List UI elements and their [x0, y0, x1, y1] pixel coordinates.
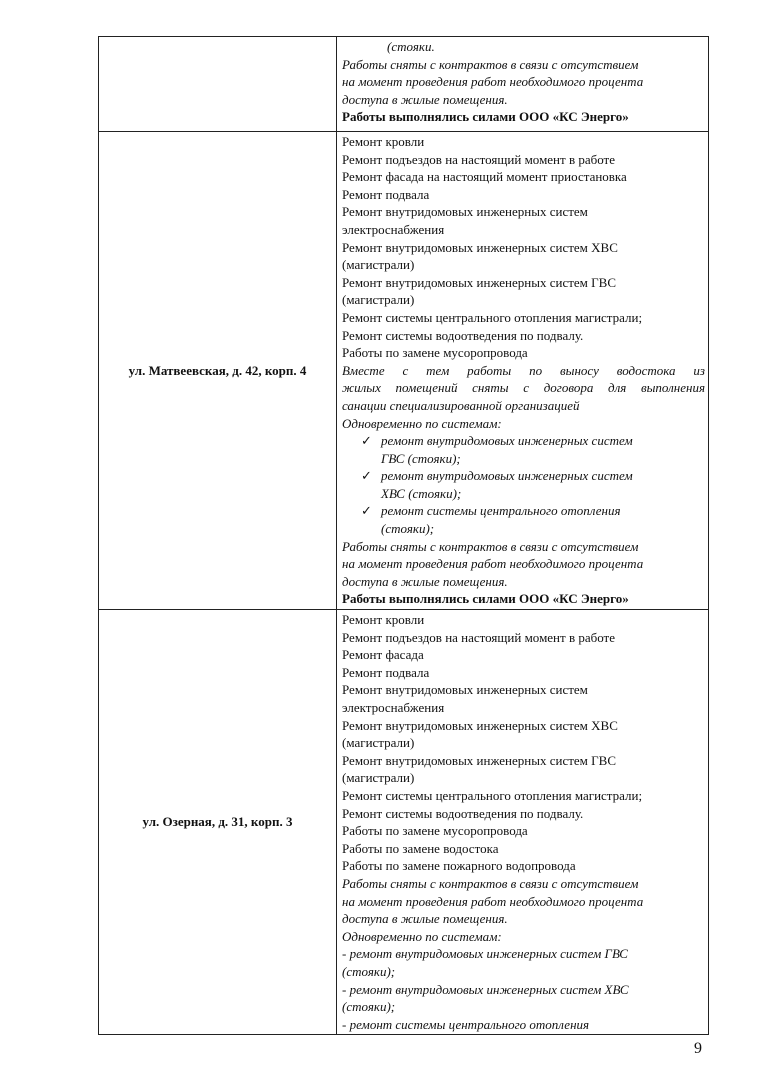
work-item: Ремонт внутридомовых инженерных систем ХВС — [342, 239, 618, 255]
address-cell: ул. Матвеевская, д. 42, корп. 4 — [99, 132, 337, 610]
check-item-text: ремонт внутридомовых инженерных систем — [381, 468, 633, 484]
work-item: Работы по замене мусоропровода — [342, 345, 528, 361]
work-item: Работы по замене водостока — [342, 840, 499, 856]
work-item: электроснабжения — [342, 700, 445, 715]
work-item: Работы по замене мусоропровода — [342, 823, 528, 839]
table-row — [99, 37, 709, 132]
removed-note-line: Работы сняты с контрактов в связи с отсутствием — [342, 875, 639, 891]
work-item: Ремонт кровли — [342, 134, 425, 149]
work-item: Ремонт системы центрального отопления магистрали; — [342, 787, 643, 803]
table-row — [99, 132, 709, 610]
work-item: Ремонт подвала — [342, 186, 430, 202]
work-item: Ремонт внутридомовых инженерных систем ГВС — [342, 274, 616, 290]
simultaneous-label: Одновременно по системам: — [342, 928, 502, 944]
work-item: Ремонт внутридомовых инженерных систем ХВС — [342, 717, 618, 733]
check-item-text: (стояки); — [381, 521, 435, 537]
contractor-line: Работы выполнялись силами ООО «КС Энерго» — [342, 591, 629, 607]
continuation-line: (стояки. — [387, 39, 435, 54]
check-icon: ✓ — [361, 468, 372, 484]
note-line: жилых помещений сняты с договора для выполнения — [342, 380, 705, 396]
work-item: Ремонт внутридомовых инженерных систем — [342, 204, 588, 220]
works-cell — [337, 37, 709, 132]
work-item: Ремонт внутридомовых инженерных систем ГВС — [342, 752, 616, 768]
page-number: 9 — [694, 1040, 702, 1057]
works-table — [98, 36, 709, 1035]
dash-item: - ремонт внутридомовых инженерных систем ХВС — [342, 981, 629, 997]
check-item-text: ХВС (стояки); — [381, 485, 462, 501]
check-item-text: ГВС (стояки); — [381, 450, 461, 466]
removed-note-line: на момент проведения работ необходимого процента — [342, 556, 644, 572]
check-icon: ✓ — [361, 503, 372, 519]
dash-item: - ремонт системы центрального отопления — [342, 1016, 590, 1032]
dash-item: - ремонт внутридомовых инженерных систем ГВС — [342, 946, 628, 962]
address-cell — [99, 37, 337, 132]
dash-item: (стояки); — [342, 963, 396, 979]
check-list-item — [342, 502, 705, 537]
removed-note-line: доступа в жилые помещения. — [342, 573, 508, 589]
works-cell — [337, 610, 709, 1035]
check-item-text: ремонт внутридомовых инженерных систем — [381, 433, 633, 449]
work-item: (магистрали) — [342, 292, 415, 308]
simultaneous-label: Одновременно по системам: — [342, 415, 502, 431]
address-cell: ул. Озерная, д. 31, корп. 3 — [99, 610, 337, 1035]
check-item-text: ремонт системы центрального отопления — [381, 503, 621, 519]
work-item: Работы по замене пожарного водопровода — [342, 858, 576, 874]
removed-note-line: доступа в жилые помещения. — [342, 91, 508, 107]
work-item: (магистрали) — [342, 257, 415, 273]
work-item: Ремонт внутридомовых инженерных систем — [342, 682, 588, 698]
contractor-line: Работы выполнялись силами ООО «КС Энерго» — [342, 109, 629, 125]
removed-note-line: на момент проведения работ необходимого процента — [342, 893, 644, 909]
work-item: электроснабжения — [342, 221, 445, 237]
work-item: (магистрали) — [342, 735, 415, 751]
removed-note-line: на момент проведения работ необходимого процента — [342, 74, 644, 90]
work-item: Ремонт системы центрального отопления магистрали; — [342, 309, 643, 325]
work-item: (магистрали) — [342, 770, 415, 786]
check-list-item — [342, 432, 705, 467]
check-list-item — [342, 467, 705, 502]
work-item: Ремонт системы водоотведения по подвалу. — [342, 327, 584, 343]
removed-note-line: доступа в жилые помещения. — [342, 911, 508, 927]
removed-note-line: Работы сняты с контрактов в связи с отсутствием — [342, 538, 639, 554]
removed-note-line: Работы сняты с контрактов в связи с отсутствием — [342, 56, 639, 72]
check-icon: ✓ — [361, 433, 372, 449]
table-row — [99, 610, 709, 1035]
dash-item: (стояки); — [342, 999, 396, 1015]
work-item: Ремонт кровли — [342, 612, 425, 628]
work-item: Ремонт фасада на настоящий момент приостановка — [342, 169, 627, 185]
note-line: санации специализированной организацией — [342, 397, 580, 413]
work-item: Ремонт подвала — [342, 664, 430, 680]
work-item: Ремонт фасада — [342, 647, 424, 663]
work-item: Ремонт подъездов на настоящий момент в работе — [342, 151, 615, 167]
works-cell — [337, 132, 709, 610]
work-item: Ремонт подъездов на настоящий момент в работе — [342, 629, 615, 645]
note-line: Вместе с тем работы по выносу водостока из — [342, 362, 705, 378]
work-item: Ремонт системы водоотведения по подвалу. — [342, 805, 584, 821]
